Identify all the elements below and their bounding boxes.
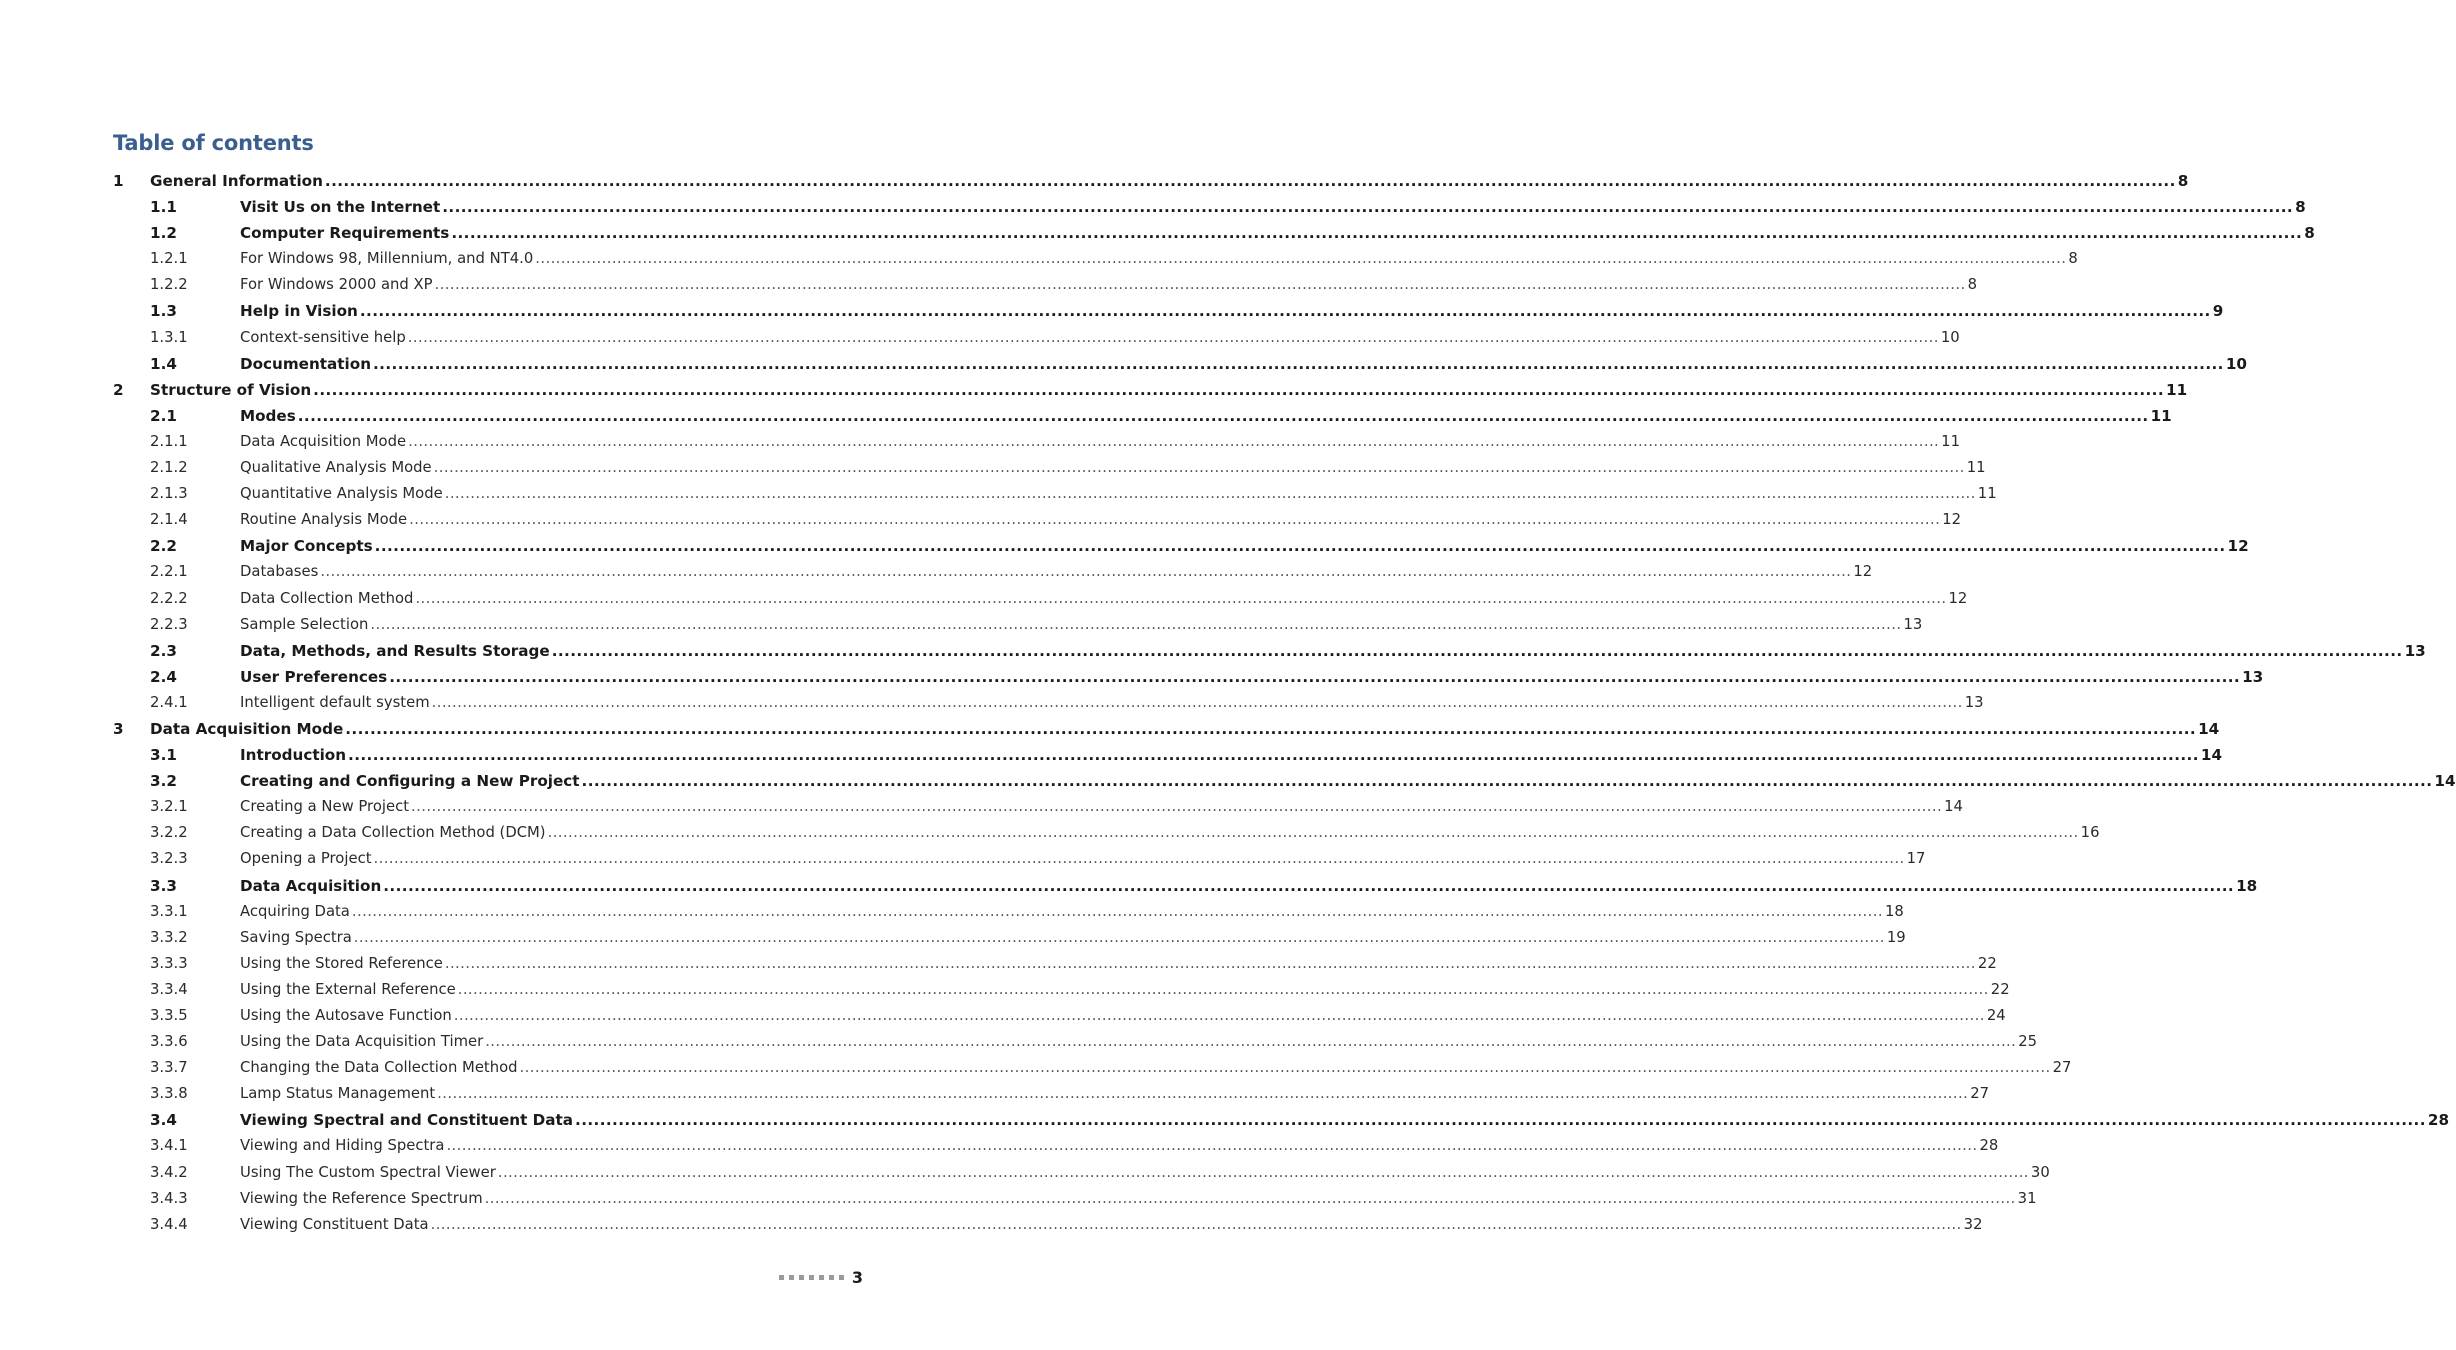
toc-entry[interactable] [113,846,1926,872]
toc-entry-title[interactable]: Data Acquisition Mode [150,719,344,738]
toc-entry[interactable] [113,1029,2038,1055]
toc-entry-line [150,716,2220,742]
toc-entry-page: 24 [1986,1007,2006,1024]
toc-entry-line [240,429,1961,455]
dot-leader: ............................................................................................................................................................................................................................................................................................................ [348,746,2199,765]
toc-entry-number: 2.2.2 [150,589,188,607]
dot-leader: ............................................................................................................................................................................................................................................................................................................ [437,1085,1969,1103]
toc-entry-page: 10 [1940,328,1960,346]
toc-entry-page: 11 [1977,485,1997,503]
toc-entry-page: 22 [1990,980,2010,998]
dot-leader: ............................................................................................................................................................................................................................................................................................................ [485,1033,2017,1051]
toc-entry-number: 1.2.1 [150,250,188,268]
dot-leader: ............................................................................................................................................................................................................................................................................................................ [484,1189,2016,1207]
toc-entry-line [240,925,1906,951]
toc-entry-page: 19 [1886,928,1906,946]
toc-entry-title[interactable]: Opening a Project [240,850,372,868]
toc-entry-line [240,1081,1990,1107]
dot-leader: ............................................................................................................................................................................................................................................................................................................ [581,772,2433,791]
toc-entry-page: 9 [2212,302,2224,321]
toc-entry-line [240,873,2258,899]
toc-entry-title[interactable]: Sample Selection [240,615,369,633]
toc-entry-number: 1.1 [150,198,177,217]
toc-entry-title[interactable]: Documentation [240,354,372,373]
toc-entry[interactable] [113,246,2078,272]
toc-entry-number: 3.4.4 [150,1215,188,1233]
toc-entry-number: 3.3.8 [150,1085,188,1103]
dot-leader: ............................................................................................................................................................................................................................................................................................................ [547,824,2079,842]
toc-entry-number: 2.1.2 [150,459,188,477]
toc-entry-line [240,1029,2038,1055]
toc-entry-title[interactable]: Routine Analysis Mode [240,511,408,529]
toc-entry-number: 3 [113,719,124,738]
toc-entry[interactable] [113,768,2456,794]
dot-leader: ............................................................................................................................................................................................................................................................................................................ [497,1163,2029,1181]
dot-leader: ............................................................................................................................................................................................................................................................................................................ [373,354,2224,373]
toc-entry-line [240,1133,1999,1159]
dot-leader: ............................................................................................................................................................................................................................................................................................................ [434,276,1966,294]
toc-entry-title[interactable]: Creating and Configuring a New Project [240,772,580,791]
toc-entry-title[interactable]: Context-sensitive help [240,328,406,346]
toc-entry-title[interactable]: Using the Stored Reference [240,954,443,972]
toc-entry-title[interactable]: Major Concepts [240,537,373,556]
toc-entry-page: 14 [2434,772,2456,791]
toc-entry-line [240,1186,2037,1212]
toc-entry-number: 2 [113,380,124,399]
toc-entry-line [240,1055,2072,1081]
toc-entry[interactable] [113,925,1906,951]
dot-leader: ............................................................................................................................................................................................................................................................................................................ [430,1215,1962,1233]
toc-entry[interactable] [113,977,2010,1003]
dot-leader: ............................................................................................................................................................................................................................................................................................................ [373,850,1905,868]
toc-entry-page: 28 [2427,1111,2450,1130]
toc-entry-number: 3.2.3 [150,850,188,868]
toc-entry[interactable] [113,403,2172,429]
toc-entry-line [240,951,1997,977]
toc-entry-title[interactable]: Introduction [240,746,347,765]
toc-entry-number: 2.2.3 [150,615,188,633]
toc-entry-page: 22 [1977,954,1997,972]
table-of-contents [113,168,2456,1238]
toc-entry-title[interactable]: Modes [240,406,296,425]
toc-entry[interactable] [113,168,2189,194]
toc-entry-title[interactable]: Acquiring Data [240,902,350,920]
toc-entry-page: 28 [1979,1137,1999,1155]
toc-entry-title[interactable]: Creating a Data Collection Method (DCM) [240,824,546,842]
toc-entry-page: 8 [1967,276,1978,294]
dot-leader: ............................................................................................................................................................................................................................................................................................................ [345,719,2197,738]
toc-entry[interactable] [113,586,1968,612]
dot-leader: ............................................................................................................................................................................................................................................................................................................ [383,876,2235,895]
dot-leader: ............................................................................................................................................................................................................................................................................................................ [575,1111,2426,1130]
toc-entry-page: 10 [2225,354,2247,373]
toc-entry-title[interactable]: Using the External Reference [240,980,456,998]
toc-entry-number: 2.4.1 [150,693,188,711]
dot-leader: ............................................................................................................................................................................................................................................................................................................ [353,928,1885,946]
toc-entry[interactable] [113,794,1963,820]
toc-entry-title[interactable]: Intelligent default system [240,693,430,711]
dot-leader: ............................................................................................................................................................................................................................................................................................................ [409,511,1941,529]
toc-entry-title[interactable]: For Windows 2000 and XP [240,276,433,294]
dot-leader: ............................................................................................................................................................................................................................................................................................................ [297,406,2149,425]
dot-leader: ............................................................................................................................................................................................................................................................................................................ [431,693,1963,711]
toc-entry[interactable] [113,899,1904,925]
toc-entry-number: 3.3.2 [150,928,188,946]
toc-entry[interactable] [113,1003,2006,1029]
toc-entry-number: 1.4 [150,354,177,373]
toc-entry-number: 3.4 [150,1111,177,1130]
toc-entry[interactable] [113,664,2264,690]
toc-entry-page: 27 [1970,1085,1990,1103]
toc-entry[interactable] [113,1160,2050,1186]
toc-entry-number: 2.2 [150,537,177,556]
toc-entry-line [240,1212,1983,1238]
toc-entry-title[interactable]: Viewing Constituent Data [240,1215,429,1233]
toc-entry-page: 14 [1944,798,1963,816]
toc-entry-page: 30 [2030,1163,2050,1181]
toc-entry[interactable] [113,951,1997,977]
dot-leader: ............................................................................................................................................................................................................................................................................................................ [351,902,1883,920]
dot-leader: ............................................................................................................................................................................................................................................................................................................ [433,459,1965,477]
footer-decoration-squares [779,1275,844,1280]
toc-entry-number: 3.3.1 [150,902,188,920]
toc-entry-title[interactable]: Viewing and Hiding Spectra [240,1137,445,1155]
toc-entry-number: 3.3.6 [150,1033,188,1051]
toc-entry-page: 8 [2068,250,2078,268]
toc-entry-line [240,351,2247,377]
toc-entry-line [240,846,1926,872]
dot-leader: ............................................................................................................................................................................................................................................................................................................ [551,641,2403,660]
toc-entry-title[interactable]: Databases [240,563,319,581]
toc-entry[interactable] [113,325,1960,351]
toc-entry[interactable] [113,742,2223,768]
dot-leader: ............................................................................................................................................................................................................................................................................................................ [444,485,1976,503]
toc-entry-line [240,272,1978,298]
toc-entry[interactable] [113,272,1978,298]
toc-entry-line [240,1160,2050,1186]
toc-entry-line [150,168,2189,194]
toc-entry-title[interactable]: Computer Requirements [240,224,450,243]
toc-entry-line [240,977,2010,1003]
toc-entry-number: 3.2.1 [150,798,188,816]
toc-entry[interactable] [113,690,1984,716]
toc-entry-page: 8 [2304,224,2315,243]
toc-entry-number: 3.2 [150,772,177,791]
dot-leader: ............................................................................................................................................................................................................................................................................................................ [519,1059,2051,1077]
toc-entry-number: 3.4.2 [150,1163,188,1181]
toc-entry-title[interactable]: Viewing the Reference Spectrum [240,1189,483,1207]
toc-entry-page: 16 [2080,824,2100,842]
toc-entry[interactable] [113,1186,2037,1212]
toc-entry-title[interactable]: Visit Us on the Internet [240,198,441,217]
toc-entry-page: 13 [1964,693,1984,711]
toc-entry-number: 3.2.2 [150,824,188,842]
toc-entry-line [240,638,2426,664]
toc-entry-number: 3.3.5 [150,1007,188,1024]
toc-entry-line [240,507,1962,533]
toc-entry-title[interactable]: Help in Vision [240,302,358,321]
dot-leader: ............................................................................................................................................................................................................................................................................................................ [535,250,2067,268]
toc-entry-title[interactable]: Data Collection Method [240,589,414,607]
toc-entry-title[interactable]: Data Acquisition [240,876,382,895]
toc-entry-title[interactable]: Quantitative Analysis Mode [240,485,443,503]
toc-entry-number: 3.3 [150,876,177,895]
dot-leader: ............................................................................................................................................................................................................................................................................................................ [451,224,2303,243]
toc-heading: Table of contents [113,131,314,155]
page-number: 3 [851,1268,863,1287]
toc-entry-title[interactable]: Structure of Vision [150,380,312,399]
toc-entry[interactable] [113,559,1873,585]
toc-entry-line [240,246,2078,272]
toc-entry-page: 12 [1853,563,1873,581]
toc-entry-page: 11 [1966,459,1986,477]
toc-entry-line [240,325,1960,351]
toc-entry-number: 1.2.2 [150,276,188,294]
toc-entry-line [240,1003,2006,1029]
toc-entry-number: 2.1 [150,406,177,425]
toc-entry-title[interactable]: User Preferences [240,667,388,686]
toc-entry-page: 11 [1941,432,1961,450]
toc-entry-line [240,612,1923,638]
dot-leader: ............................................................................................................................................................................................................................................................................................................ [324,172,2176,190]
toc-entry-number: 3.4.1 [150,1137,188,1155]
toc-entry-number: 3.3.7 [150,1059,188,1077]
toc-entry-page: 8 [2177,172,2189,190]
toc-entry[interactable] [113,298,2224,324]
toc-entry[interactable] [113,455,1986,481]
toc-entry-line [240,455,1986,481]
toc-entry-line [240,794,1963,820]
dot-leader: ............................................................................................................................................................................................................................................................................................................ [374,537,2226,556]
toc-entry[interactable] [113,1212,1983,1238]
toc-entry[interactable] [113,377,2188,403]
toc-entry-title[interactable]: Data, Methods, and Results Storage [240,641,550,660]
dot-leader: ............................................................................................................................................................................................................................................................................................................ [320,563,1852,581]
toc-entry-number: 2.1.3 [150,485,188,503]
dot-leader: ............................................................................................................................................................................................................................................................................................................ [411,798,1943,816]
toc-entry-number: 3.4.3 [150,1189,188,1207]
toc-entry-line [240,194,2306,220]
toc-entry[interactable] [113,716,2220,742]
dot-leader: ............................................................................................................................................................................................................................................................................................................ [453,1007,1985,1024]
toc-entry[interactable] [113,612,1923,638]
toc-entry-page: 12 [1942,511,1962,529]
toc-entry-line [240,220,2315,246]
toc-entry[interactable] [113,1081,1990,1107]
dot-leader: ............................................................................................................................................................................................................................................................................................................ [359,302,2211,321]
toc-entry-number: 1.3 [150,302,177,321]
toc-entry-line [240,533,2249,559]
toc-entry-page: 11 [2150,406,2172,425]
toc-entry-title[interactable]: Using the Autosave Function [240,1007,452,1024]
toc-entry-line [240,742,2223,768]
toc-entry-page: 11 [2166,380,2188,399]
dot-leader: ............................................................................................................................................................................................................................................................................................................ [457,980,1989,998]
toc-entry-title[interactable]: Creating a New Project [240,798,410,816]
dot-leader: ............................................................................................................................................................................................................................................................................................................ [370,615,1902,633]
toc-entry-number: 3.3.4 [150,980,188,998]
toc-entry[interactable] [113,820,2100,846]
toc-entry-page: 25 [2018,1033,2038,1051]
toc-entry-line [240,298,2224,324]
toc-entry-number: 3.1 [150,746,177,765]
toc-entry-page: 12 [2227,537,2249,556]
toc-entry[interactable] [113,351,2247,377]
toc-entry-page: 13 [1903,615,1923,633]
toc-entry-page: 14 [2198,719,2220,738]
toc-entry-page: 12 [1948,589,1968,607]
toc-entry-page: 17 [1906,850,1926,868]
toc-entry-line [150,377,2188,403]
toc-entry-number: 1.2 [150,224,177,243]
toc-entry-title[interactable]: Changing the Data Collection Method [240,1059,518,1077]
toc-entry-number: 2.3 [150,641,177,660]
toc-entry-page: 13 [2404,641,2426,660]
toc-entry-number: 2.2.1 [150,563,188,581]
toc-entry[interactable] [113,194,2306,220]
toc-entry-line [240,768,2456,794]
toc-entry-title[interactable]: Lamp Status Management [240,1085,436,1103]
toc-entry[interactable] [113,481,1997,507]
toc-entry-number: 2.1.1 [150,432,188,450]
toc-entry[interactable] [113,533,2249,559]
dot-leader: ............................................................................................................................................................................................................................................................................................................ [408,432,1940,450]
toc-entry-page: 31 [2017,1189,2037,1207]
dot-leader: ............................................................................................................................................................................................................................................................................................................ [444,954,1976,972]
toc-entry-line [240,481,1997,507]
toc-entry-page: 32 [1963,1215,1983,1233]
toc-entry[interactable] [113,638,2426,664]
toc-entry-title[interactable]: Viewing Spectral and Constituent Data [240,1111,574,1130]
toc-entry[interactable] [113,1107,2450,1133]
toc-entry[interactable] [113,429,1961,455]
toc-entry-line [240,1107,2450,1133]
toc-entry-title[interactable]: Data Acquisition Mode [240,432,407,450]
dot-leader: ............................................................................................................................................................................................................................................................................................................ [407,328,1939,346]
toc-entry-title[interactable]: Using the Data Acquisition Timer [240,1033,484,1051]
toc-entry-page: 27 [2052,1059,2072,1077]
toc-entry-line [240,664,2264,690]
toc-entry-number: 2.4 [150,667,177,686]
toc-entry[interactable] [113,507,1962,533]
toc-entry[interactable] [113,873,2258,899]
toc-entry-page: 18 [2236,876,2258,895]
toc-entry-line [240,403,2172,429]
toc-entry-title[interactable]: Qualitative Analysis Mode [240,459,432,477]
toc-entry-line [240,690,1984,716]
toc-entry-number: 1.3.1 [150,328,188,346]
toc-entry[interactable] [113,1055,2072,1081]
toc-entry-number: 3.3.3 [150,954,188,972]
dot-leader: ............................................................................................................................................................................................................................................................................................................ [442,198,2294,217]
toc-entry-line [240,899,1904,925]
toc-entry-page: 13 [2242,667,2264,686]
toc-entry-page: 14 [2200,746,2223,765]
toc-entry-title[interactable]: For Windows 98, Millennium, and NT4.0 [240,250,534,268]
toc-entry-number: 1 [113,172,124,190]
dot-leader: ............................................................................................................................................................................................................................................................................................................ [389,667,2241,686]
toc-entry[interactable] [113,220,2315,246]
toc-entry-title[interactable]: Using The Custom Spectral Viewer [240,1163,496,1181]
dot-leader: ............................................................................................................................................................................................................................................................................................................ [415,589,1947,607]
toc-entry-number: 2.1.4 [150,511,188,529]
toc-entry-page: 18 [1884,902,1904,920]
page-footer [779,1268,863,1287]
toc-entry-page: 8 [2295,198,2306,217]
toc-entry-title[interactable]: Saving Spectra [240,928,352,946]
toc-entry-line [240,586,1968,612]
dot-leader: ............................................................................................................................................................................................................................................................................................................ [446,1137,1978,1155]
toc-entry-title[interactable]: General Information [150,172,323,190]
toc-entry[interactable] [113,1133,1999,1159]
toc-entry-line [240,820,2100,846]
toc-entry-line [240,559,1873,585]
dot-leader: ............................................................................................................................................................................................................................................................................................................ [313,380,2165,399]
